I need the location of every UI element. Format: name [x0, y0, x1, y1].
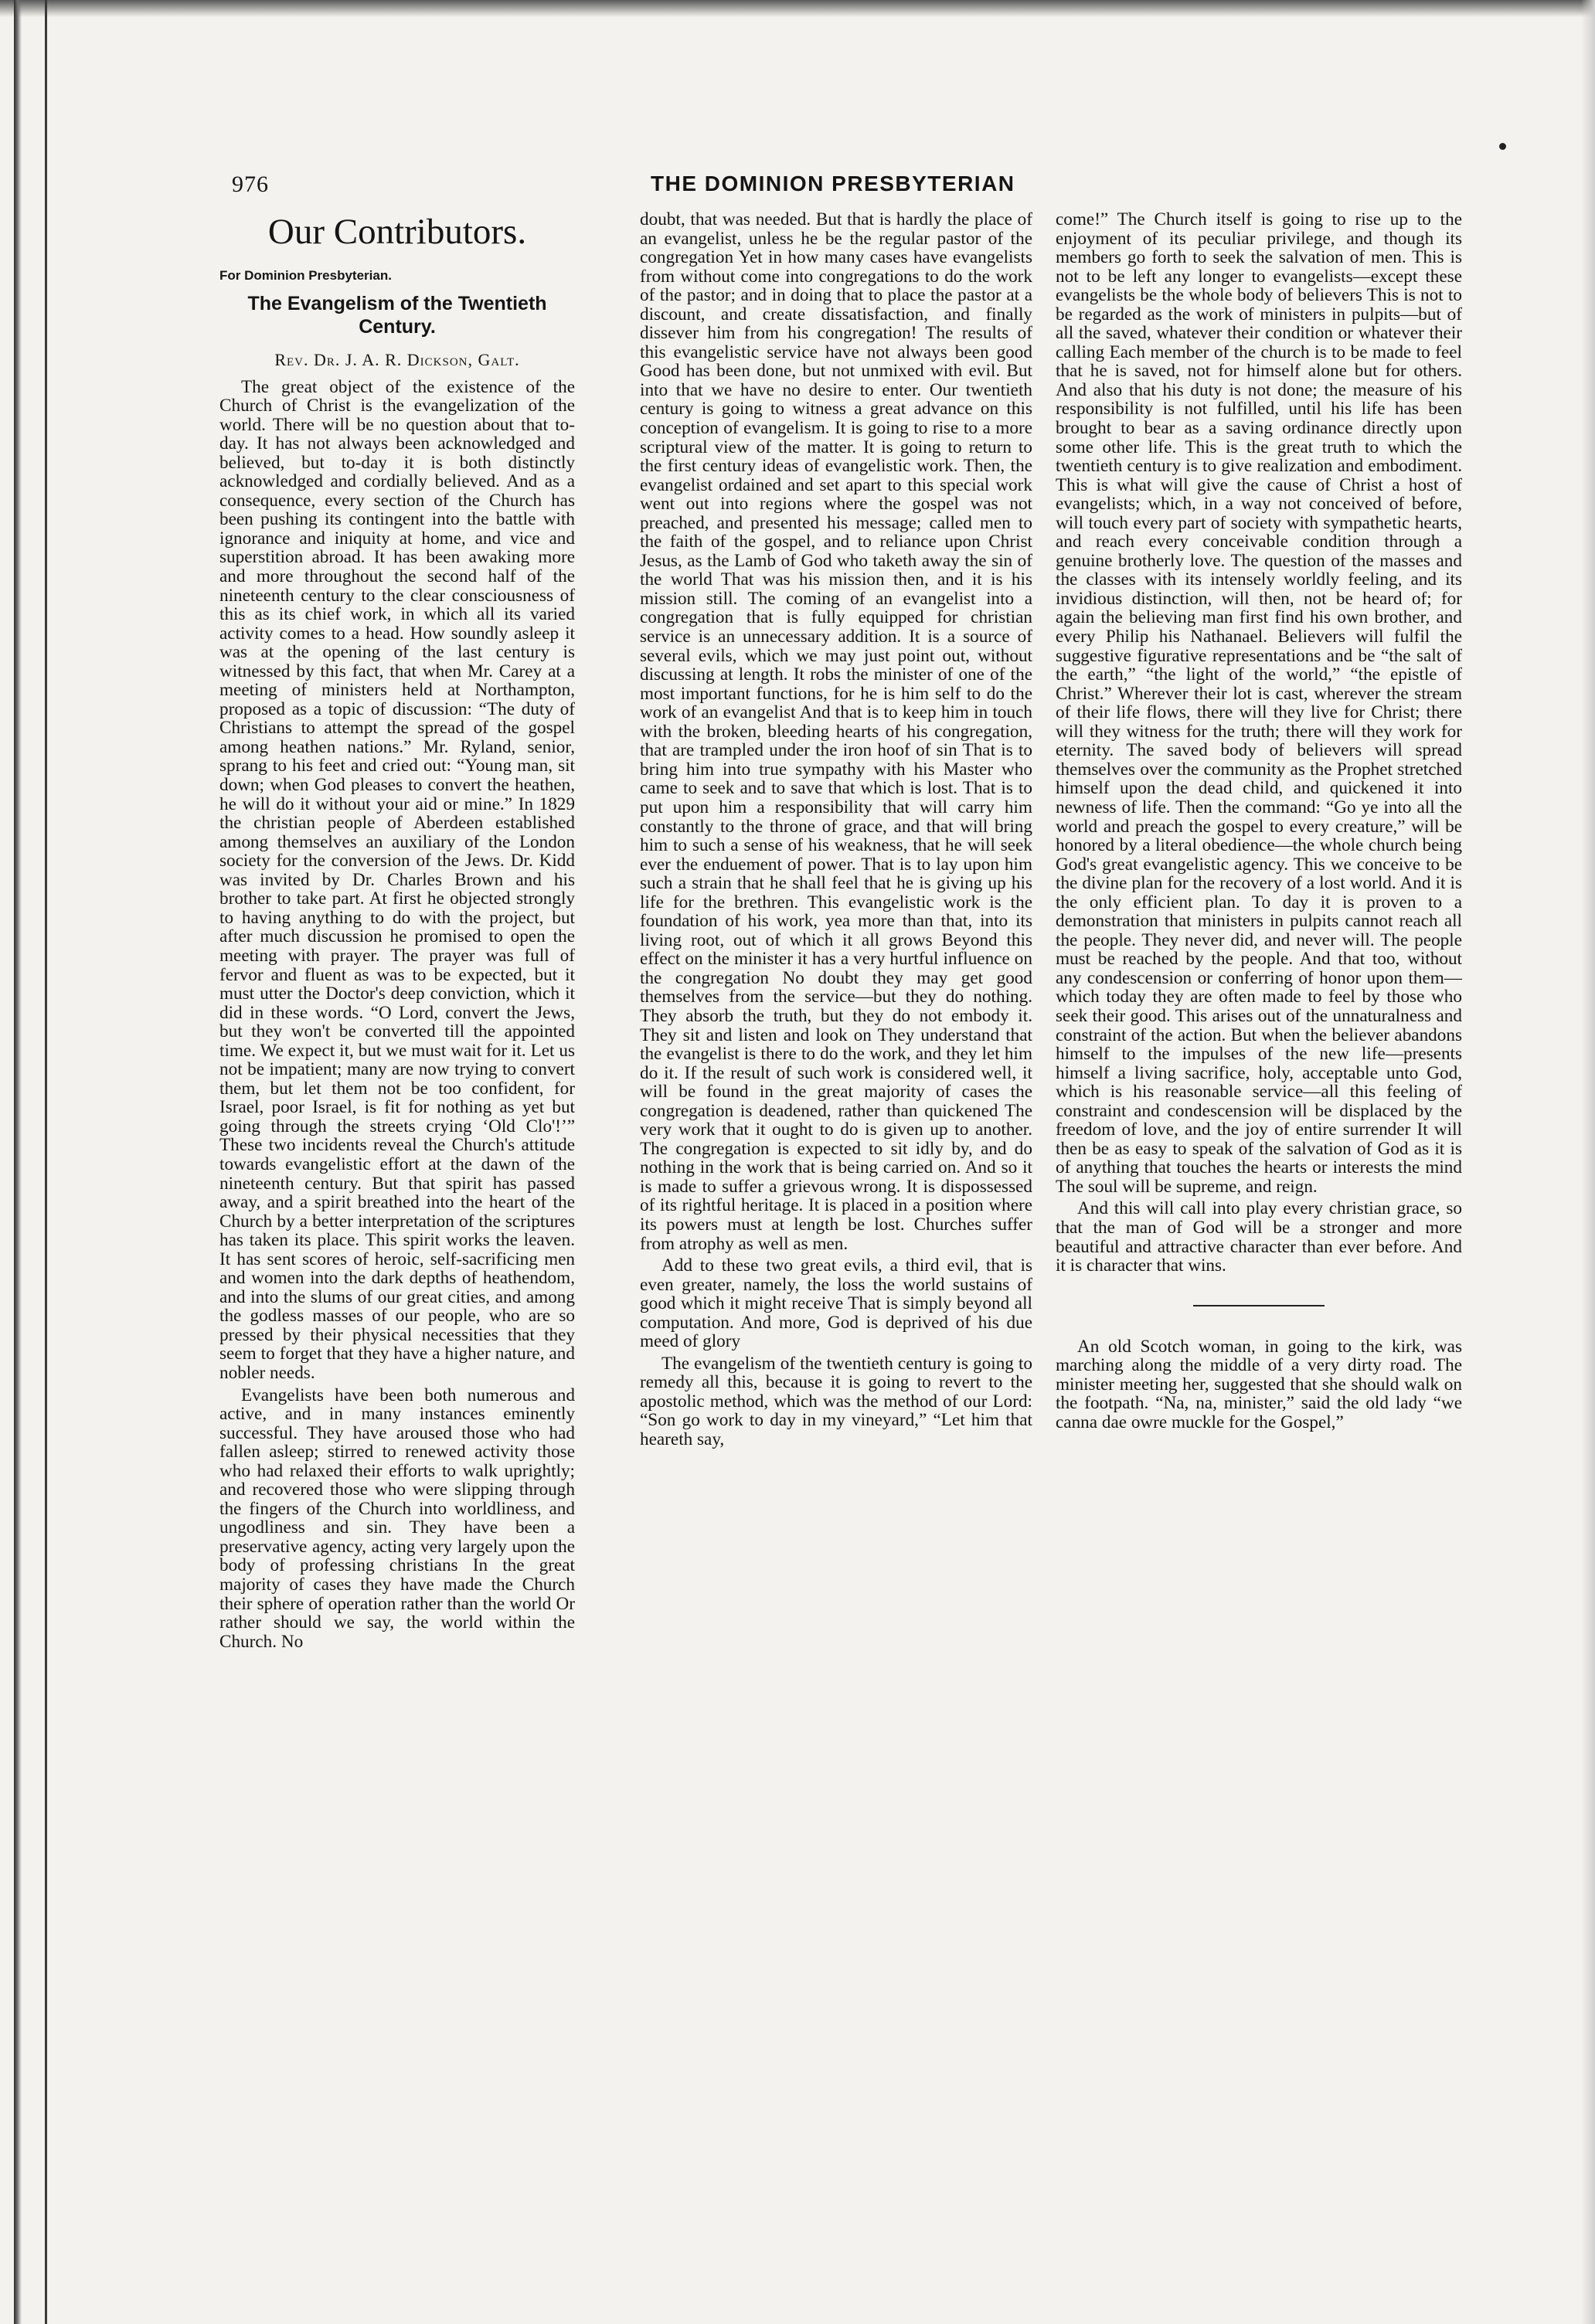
article-credit: For Dominion Presbyterian.	[219, 268, 392, 283]
scan-left-edge	[14, 0, 22, 2324]
anecdote-paragraph: An old Scotch woman, in going to the kirk, was marching along the middle of a very dirty road. The minister meeting her, suggested that she should walk on the footpath. “Na, na, minister,” said the old lady “we canna dae owre muckle for the Gospel,”	[1056, 1336, 1462, 1432]
paragraph: The evangelism of the twentieth century is going to remedy all this, because it is going to revert to the apostolic method, which was the method of our Lord: “Son go work to day in my vineyard,” “Let him that heareth say,	[640, 1353, 1032, 1449]
page-number: 976	[232, 172, 269, 197]
article-byline: Rev. Dr. J. A. R. Dickson, Galt.	[274, 350, 520, 369]
scan-left-line	[45, 0, 47, 2324]
scan-top-edge	[0, 0, 1595, 17]
paragraph: come!” The Church itself is going to rise up to the enjoyment of its peculiar privilege, and though its members go forth to seek the salvation of men. This is not to be left any longer to evangelists—except these evangelists be the whole body of believers This is not to be regarded as the work of ministers in pulpits—but of all the saved, whatever their condition or whatever their calling Each member of the church is to be made to feel that he is saved, not for himself alone but for others. And also that his duty is not done; the measure of his responsibility is not fulfilled, until his life has been brought to bear as a saving ordinance directly upon some other life. This is the great truth to which the twentieth century is to give realization and embodiment. This is what will give the cause of Christ a host of evangelists; which, in a way not conceived of before, will touch every part of society with sympathetic hearts, and reach every conceivable condition through a genuine brotherly love. The question of the masses and the classes with its intensely worldly feeling, and its invidious distinction, will then, not be heard of; for again the believing man first find his own brother, and every Philip his Nathanael. Believers will fulfil the suggestive figurative representations and be “the salt of the earth,” “the light of the world,” “the epistle of Christ.” Wherever their lot is cast, wherever the stream of their life flows, there will they live for Christ; there will they witness for the truth; there will they work for eternity. The saved body of believers will spread themselves over the community as the Prophet stretched himself upon the dead child, and quickened it into newness of life. Then the command: “Go ye into all the world and preach the gospel to every creature,” will be honored by a literal obedience—the whole church being God's great evangelistic agency. This we conceive to be the divine plan for the recovery of a lost world. And it is the only efficient plan. To day it is proven to a demonstration that ministers in pulpits cannot reach all the people. They never did, and never will. The people must be reached by the people. And that too, without any condescension or conferring of honor upon them—which today they are often made to feel by those who seek their good. This arises out of the unnaturalness and constraint of the action. But when the believer abandons himself to the impulses of the new life—presents himself a living sacrifice, holy, acceptable unto God, which is his reasonable service—all this feeling of constraint and condescension will be displaced by the freedom of love, and the joy of entire surrender It will then be as easy to speak of the salvation of God as it is of anything that touches the hearts or interests the mind The soul will be supreme, and reign.	[1056, 209, 1462, 1197]
scan-right-edge	[1581, 0, 1595, 2324]
running-head: THE DOMINION PRESBYTERIAN	[651, 172, 1015, 195]
ink-spot	[1499, 143, 1506, 150]
paragraph: The great object of the existence of the Church of Christ is the evangelization of the world. There will be no question about that to-day. It has not always been acknowledged and believed, but to-day it is both distinctly acknowledged and cordially believed. And as a consequence, every section of the Church has been pushing its contingent into the battle with ignorance and iniquity at home, and vice and superstition abroad. It has been awaking more and more throughout the second half of the nineteenth century to the clear consciousness of this as its chief work, in which all its varied activity comes to a head. How soundly asleep it was at the opening of the last century is witnessed by this fact, that when Mr. Carey at a meeting of ministers held at Northampton, proposed as a topic of discussion: “The duty of Christians to attempt the spread of the gospel among heathen nations.” Mr. Ryland, senior, sprang to his feet and cried out: “Young man, sit down; when God pleases to convert the heathen, he will do it without your aid or mine.” In 1829 the christian people of Aberdeen established among themselves an auxiliary of the London society for the conversion of the Jews. Dr. Kidd was invited by Dr. Charles Brown and his brother to take part. At first he objected strongly to having anything to do with the project, but after much discussion he promised to open the meeting with prayer. The prayer was full of fervor and fluent as was to be expected, but it must utter the Doctor's deep conviction, which it did in these words. “O Lord, convert the Jews, but they won't be converted till the appointed time. We expect it, but we must wait for it. Let us not be impatient; many are now trying to convert them, but let them not be too confident, for Israel, poor Israel, is fit for nothing as yet but going through the streets crying ‘Old Clo'!’” These two incidents reveal the Church's attitude towards evangelistic effort at the dawn of the nineteenth century. But that spirit has passed away, and a spirit breathed into the heart of the Church by a better interpretation of the scriptures has taken its place. This spirit works the leaven. It has sent scores of heroic, self-sacrificing men and women into the dark depths of heathendom, and into the slums of our great cities, and among the godless masses of our people, who are so pressed by their physical necessities that they seem to forget that they have a higher nature, and nobler needs.	[219, 376, 575, 1383]
article-title: The Evangelism of the Twentieth Century.	[247, 293, 547, 338]
column-2	[640, 210, 1032, 1449]
section-divider	[1193, 1305, 1325, 1306]
paragraph: Add to these two great evils, a third evil, that is even greater, namely, the loss the world sustains of good which it might receive That is simply beyond all computation. And more, God is deprived of his due meed of glory	[640, 1255, 1032, 1352]
paragraph: Evangelists have been both numerous and active, and in many instances eminently successful. They have aroused those who had fallen asleep; stirred to renewed activity those who had relaxed their efforts to walk uprightly; and recovered those who were slipping through the fingers of the Church into worldliness, and ungodliness and sin. They have been a preservative agency, acting very largely upon the body of professing christians In the great majority of cases they have made the Church their sphere of operation rather than the world Or rather should we say, the world within the Church. No	[219, 1385, 575, 1652]
column-1	[219, 210, 575, 1651]
section-title: Our Contributors.	[267, 212, 527, 252]
paragraph: And this will call into play every christian grace, so that the man of God will be a stronger and more beautiful and attractive character than ever before. And it is character that wins.	[1056, 1198, 1462, 1276]
paragraph: doubt, that was needed. But that is hardly the place of an evangelist, unless he be the regular pastor of the congregation Yet in how many cases have evangelists from without come into congregations to do the work of the pastor; and in doing that to place the pastor at a discount, and create dissatisfaction, and finally dissever him from his congregation! The results of this evangelistic service have not always been good Good has been done, but not unmixed with evil. But into that we have no desire to enter. Our twentieth century is going to witness a great advance on this conception of evangelism. It is going to rise to a more scriptural view of the matter. It is going to return to the first century ideas of evangelistic work. Then, the evangelist ordained and set apart to this special work went out into regions where the gospel was not preached, and presented his message; called men to the faith of the gospel, and to reliance upon Christ Jesus, as the Lamb of God who taketh away the sin of the world That was his mission then, and it is his mission still. The coming of an evangelist into a congregation that is fully equipped for christian service is an unnecessary addition. It is a source of several evils, which we may just point out, without discussing at length. It robs the minister of one of the most important functions, for he is him self to do the work of an evangelist And that is to keep him in touch with the broken, bleeding hearts of his congregation, that are trampled under the iron hoof of sin That is to bring him into true sympathy with his Master who came to seek and to save that which is lost. That is to put upon him a responsibility that will carry him constantly to the throne of grace, and that will bring him to such a sense of his weakness, that he will seek ever the enduement of power. That is to lay upon him such a strain that he shall feel that he is giving up his life for the brethren. This evangelistic work is the foundation of his work, yea more than that, into its living root, out of which it all grows Beyond this effect on the minister it has a very hurtful influence on the congregation No doubt they may get good themselves from the service—but they do nothing. They absorb the truth, but they do not embody it. They sit and listen and look on They understand that the evangelist is there to do the work, and they let him do it. If the result of such work is considered well, it will be found in the great majority of cases the congregation is deadened, rather than quickened The very work that it ought to do is given up to another. The congregation is expected to sit idly by, and do nothing in the work that is being carried on. And so it is made to suffer a grievous wrong. It is dispossessed of its rightful heritage. It is placed in a position where its powers must at length be lost. Churches suffer from atrophy as well as men.	[640, 209, 1032, 1254]
column-3	[1056, 210, 1462, 1432]
